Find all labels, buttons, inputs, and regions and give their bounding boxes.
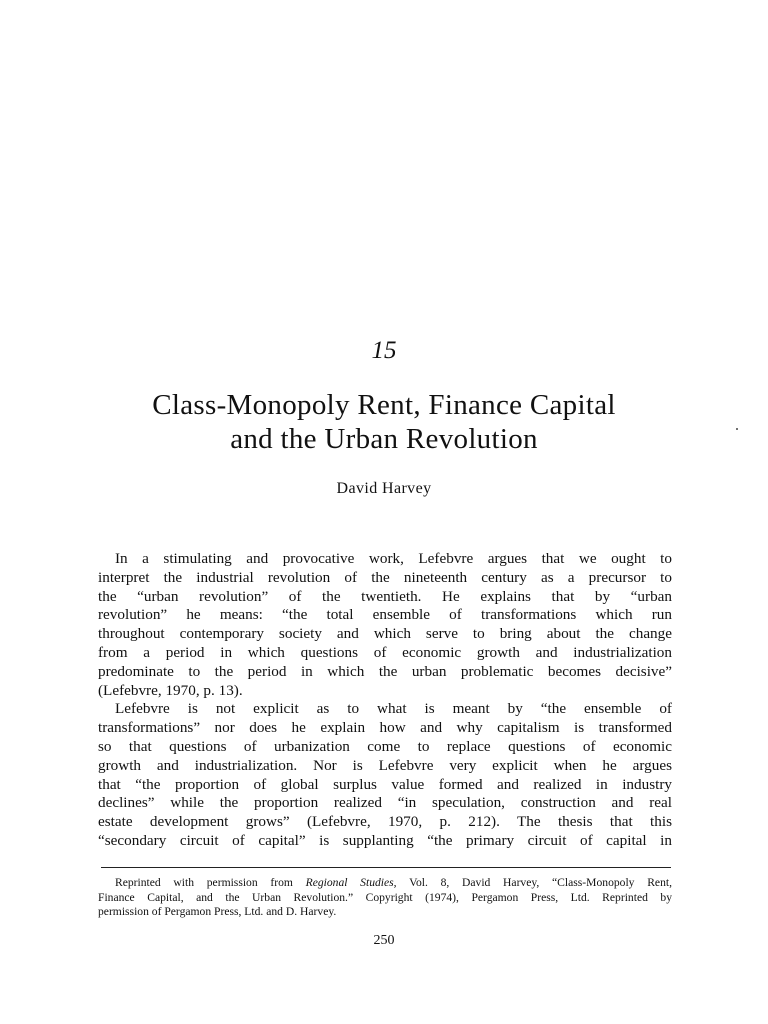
- footnote-line-1: [98, 876, 672, 891]
- body-line: Lefebvre is not explicit as to what is meant by “the ensemble of: [115, 700, 672, 718]
- body-line: “secondary circuit of capital” is supplanting “the primary circuit of capital in: [98, 831, 672, 849]
- body-line: from a period in which questions of economic growth and industrialization: [98, 643, 672, 661]
- body-line: revolution” he means: “the total ensemble of transformations which run: [98, 606, 672, 624]
- body-line: transformations” nor does he explain how and why capitalism is transformed: [98, 719, 672, 737]
- body-line: estate development grows” (Lefebvre, 1970, p. 212). The thesis that this: [98, 813, 672, 831]
- body-text: [98, 550, 672, 851]
- body-line: so that questions of urbanization come to replace questions of economic: [98, 737, 672, 755]
- chapter-number: 15: [371, 337, 397, 364]
- body-line: that “the proportion of global surplus value formed and realized in industry: [98, 775, 672, 793]
- footnote: [98, 876, 672, 920]
- footnote-divider: [101, 867, 671, 868]
- body-line: interpret the industrial revolution of the nineteenth century as a precursor to: [98, 568, 672, 586]
- body-line: declines” while the proportion realized “in speculation, construction and real: [98, 794, 672, 812]
- chapter-title-line-2: and the Urban Revolution: [230, 423, 538, 455]
- footnote-text: Reprinted with permission from: [115, 876, 306, 889]
- body-line: throughout contemporary society and which serve to bring about the change: [98, 625, 672, 643]
- chapter-title: [0, 388, 768, 456]
- body-line: In a stimulating and provocative work, Lefebvre argues that we ought to: [115, 550, 672, 567]
- footnote-line-2: Finance Capital, and the Urban Revolution.” Copyright (1974), Pergamon Press, Ltd. Reprinted by: [98, 890, 672, 904]
- footnote-text: Vol. 8, David Harvey, “Class-Monopoly Rent,: [396, 876, 672, 889]
- author-name: David Harvey: [336, 480, 432, 497]
- body-line: (Lefebvre, 1970, p. 13).: [98, 681, 243, 699]
- chapter-title-line-1: Class-Monopoly Rent, Finance Capital: [152, 389, 616, 421]
- body-line: the “urban revolution” of the twentieth. He explains that by “urban: [98, 587, 672, 605]
- body-line: predominate to the period in which the urban problematic becomes decisive”: [98, 662, 672, 680]
- scan-speck: [736, 428, 738, 430]
- body-line: growth and industrialization. Nor is Lefebvre very explicit when he argues: [98, 756, 672, 774]
- page-number: 250: [373, 933, 395, 948]
- journal-name: Regional Studies,: [305, 876, 397, 889]
- footnote-line-3: permission of Pergamon Press, Ltd. and D. Harvey.: [98, 905, 337, 918]
